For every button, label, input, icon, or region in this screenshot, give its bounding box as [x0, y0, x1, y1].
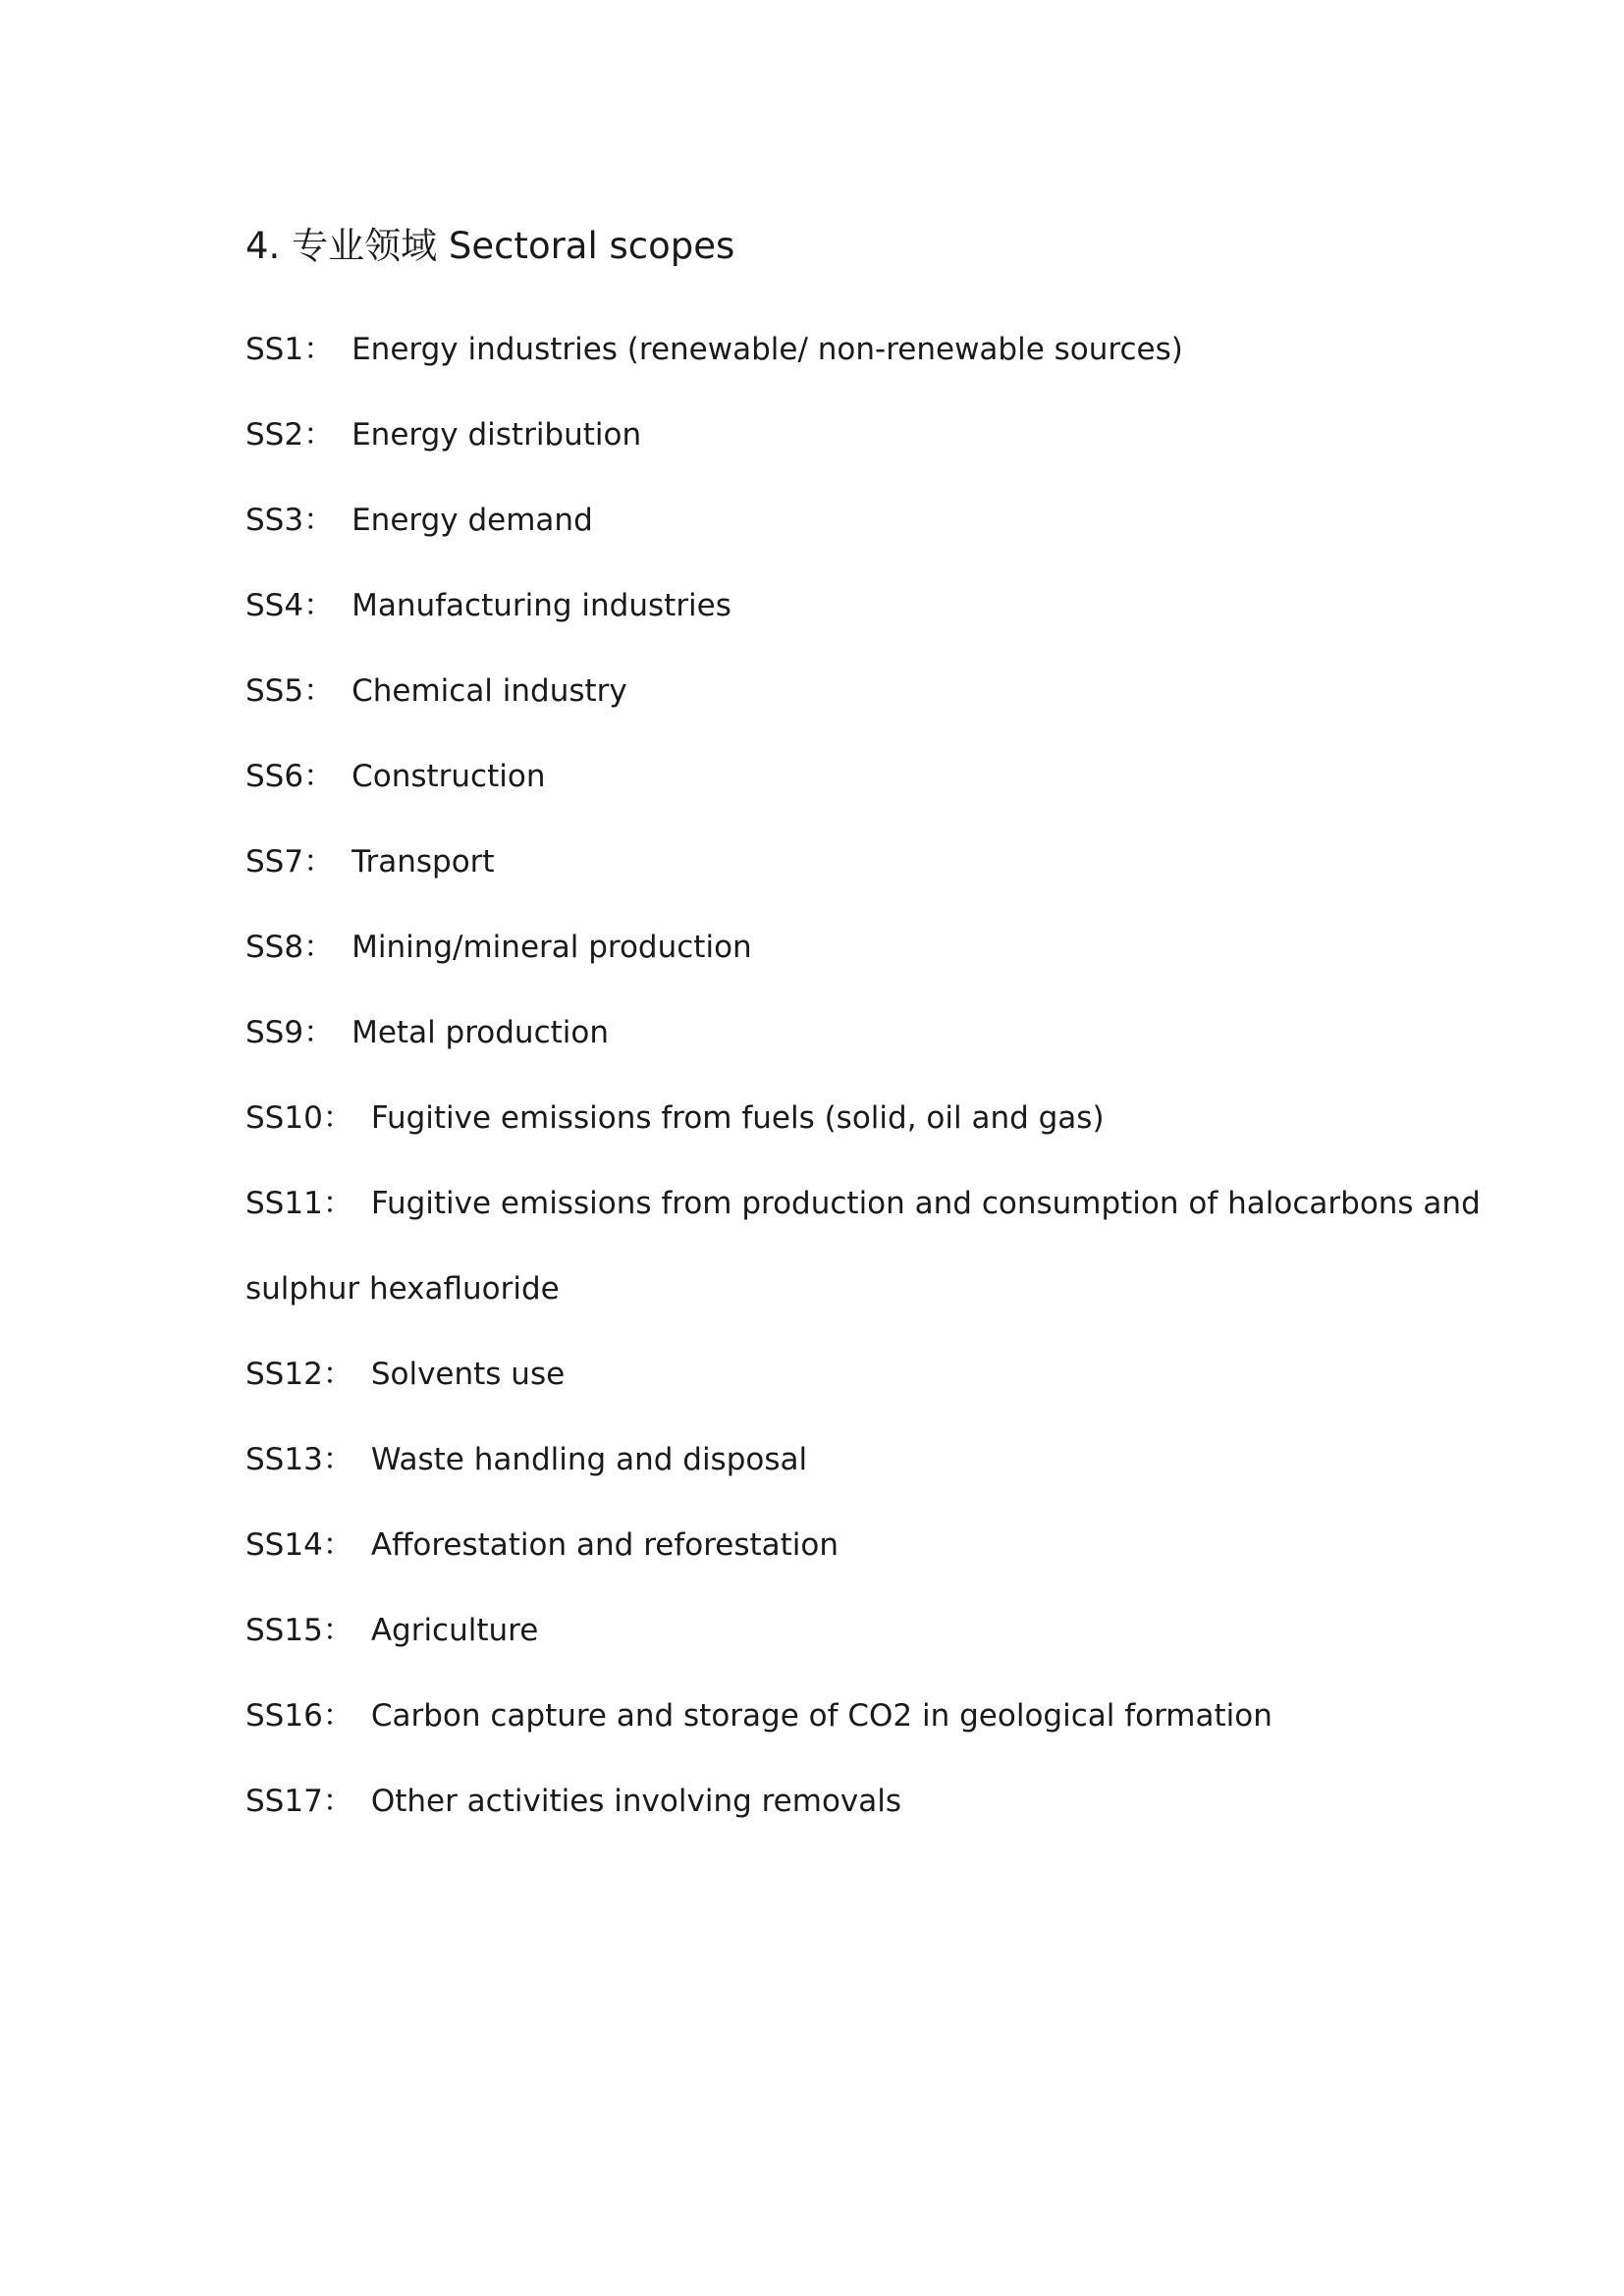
scope-code: SS9： — [245, 1015, 335, 1050]
scope-item — [245, 1011, 1424, 1096]
scope-item — [245, 1694, 1424, 1780]
scope-text: Solvents use — [370, 1357, 566, 1392]
scope-code: SS2： — [245, 417, 335, 453]
scope-item — [245, 1182, 1481, 1267]
scope-item — [245, 413, 1424, 499]
scope-item — [245, 1523, 1424, 1609]
scope-code: SS12： — [245, 1357, 353, 1392]
scope-item — [245, 1353, 1424, 1438]
scope-item — [245, 1780, 1424, 1865]
scope-code: SS14： — [245, 1527, 353, 1563]
scope-text: Fugitive emissions from production and consumption of halocarbons and — [370, 1186, 1481, 1221]
scope-text: Mining/mineral production — [352, 930, 752, 965]
scope-text: Transport — [352, 844, 495, 880]
scope-code: SS17： — [245, 1784, 353, 1819]
scope-code: SS7： — [245, 844, 335, 880]
scope-text: Other activities involving removals — [370, 1784, 902, 1819]
section-heading — [245, 216, 734, 269]
section-title-cn: 专业领域 — [292, 225, 438, 267]
scope-text: Fugitive emissions from fuels (solid, oil and gas) — [370, 1100, 1105, 1136]
scope-item — [245, 755, 1424, 840]
scope-text: Construction — [352, 759, 546, 794]
scope-item — [245, 669, 1424, 755]
scope-item — [245, 499, 1424, 584]
scope-code: SS8： — [245, 930, 335, 965]
scope-code: SS4： — [245, 588, 335, 623]
section-title-en: Sectoral scopes — [448, 225, 735, 267]
scope-code: SS13： — [245, 1442, 353, 1477]
section-number: 4. — [245, 225, 281, 267]
scope-text: Agriculture — [370, 1613, 539, 1648]
scope-text: Metal production — [352, 1015, 609, 1050]
scope-item — [245, 926, 1424, 1011]
scope-text: Chemical industry — [352, 673, 627, 709]
scope-code: SS5： — [245, 673, 335, 709]
scope-code: SS6： — [245, 759, 335, 794]
scope-code: SS1： — [245, 332, 335, 367]
scope-text: Energy industries (renewable/ non-renewable sources) — [352, 332, 1183, 367]
scope-text: Waste handling and disposal — [370, 1442, 808, 1477]
scope-item — [245, 1096, 1424, 1182]
scope-item — [245, 584, 1424, 669]
scope-code: SS16： — [245, 1698, 353, 1734]
scope-code: SS11： — [245, 1186, 353, 1221]
scope-text: Afforestation and reforestation — [370, 1527, 839, 1563]
scope-text: Manufacturing industries — [352, 588, 731, 623]
scope-code: SS15： — [245, 1613, 353, 1648]
sectoral-scopes-list — [245, 328, 1481, 1865]
scope-item — [245, 328, 1424, 413]
scope-item — [245, 1609, 1424, 1694]
scope-code: SS10： — [245, 1100, 353, 1136]
scope-text: sulphur hexafluoride — [245, 1271, 560, 1307]
scope-item — [245, 1438, 1424, 1523]
scope-item — [245, 840, 1424, 926]
scope-text: Carbon capture and storage of CO2 in geological formation — [370, 1698, 1272, 1734]
scope-text: Energy distribution — [352, 417, 642, 453]
scope-item-continuation — [245, 1267, 1424, 1353]
scope-code: SS3： — [245, 503, 335, 538]
scope-text: Energy demand — [352, 503, 593, 538]
